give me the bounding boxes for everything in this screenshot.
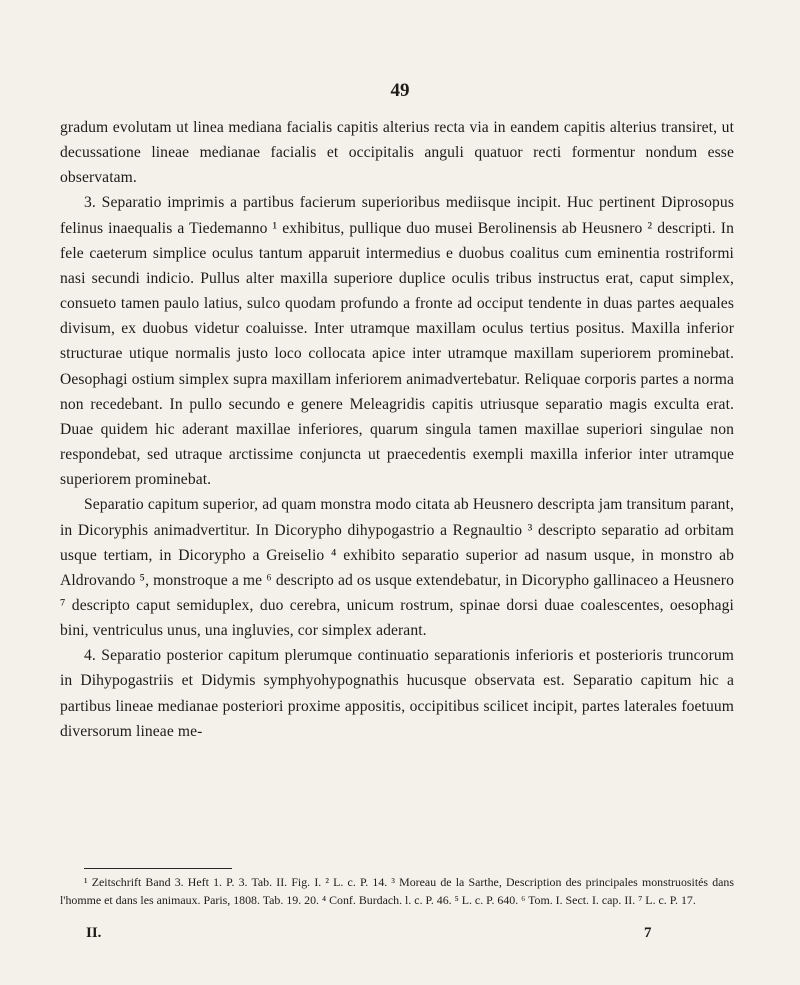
body-text (60, 115, 734, 744)
paragraph-2: 3. Separatio imprimis a partibus facierum superioribus mediisque incipit. Huc pertinent Diprosopus felinus inaequalis a Tiedemanno ¹ exhibitus, pullique duo musei Berolinensis ab Heusnero ² descripti. In fele caeterum simplice oculus tantum apparuit intermedius e duobus coalitus cum eminentia rostriformi nasi secundi indicio. Pullus alter maxilla superiore duplice oculis tribus instructus erat, caput simplex, consueto tamen paulo latius, sulco quodam profundo a fronte ad occiput tendente in duas partes aequales divisum, ex duobus videtur coaluisse. Inter utramque maxillam oculus tertius positus. Maxilla inferior structurae utique normalis justo loco collocata apice inter utramque maxillam superiorem prominebat. Oesophagi ostium simplex supra maxillam inferiorem animadvertebatur. Reliquae corporis partes a norma non recedebant. In pullo secundo e genere Meleagridis capitis utriusque separatio magis exculta erat. Duae quidem hic aderant maxillae inferiores, quarum singula tamen maxillae superiori singulae non respondebat, sed utraque arctissime conjuncta ut praecedentis exempli maxilla inferior inter utramque superiorem prominebat. (60, 194, 734, 489)
footnote-divider (84, 868, 232, 869)
paragraph-1: gradum evolutam ut linea mediana facialis capitis alterius recta via in eandem capitis alterius transiret, ut decussatione lineae medianae facialis et occipitalis anguli quatuor recti formentur nondum esse observatam. (60, 119, 734, 187)
sheet-number: 7 (644, 925, 652, 941)
footnotes (60, 873, 734, 909)
footnote-text: ¹ Zeitschrift Band 3. Heft 1. P. 3. Tab. II. Fig. I. ² L. c. P. 14. ³ Moreau de la Sarthe, Description des principales monstruosités dans l'homme et dans les animaux. Paris, 1808. Tab. 19. 20. ⁴ Conf. Burdach. l. c. P. 46. ⁵ L. c. P. 640. ⁶ Tom. I. Sect. I. cap. II. ⁷ L. c. P. 17. (60, 875, 734, 908)
paragraph-4: 4. Separatio posterior capitum plerumque continuatio separationis inferioris et posterioris truncorum in Dihypogastriis et Didymis symphyohypognathis hucusque observata est. Separatio capitum hic a partibus lineae medianae posteriori proxime appositis, occipitibus scilicet incipit, partes laterales foetuum diversorum lineae me- (60, 647, 734, 740)
page-number: 49 (390, 80, 410, 101)
paragraph-3: Separatio capitum superior, ad quam monstra modo citata ab Heusnero descripta jam transitum parant, in Dicoryphis animadvertitur. In Dicorypho dihypogastrio a Regnaultio ³ descripto separatio ad orbitam usque tertiam, in Dicorypho a Greiselio ⁴ exhibito separatio superior ad nasum usque, in monstro ab Aldrovando ⁵, monstroque a me ⁶ descripto ad os usque extendebatur, in Dicorypho gallinaceo a Heusnero ⁷ descripto caput semiduplex, duo cerebra, unicum rostrum, spinae dorsi duae coalescentes, oesophagi bini, ventriculus unus, una ingluvies, cor simplex aderant. (60, 496, 734, 640)
signature-mark: II. (86, 925, 102, 941)
